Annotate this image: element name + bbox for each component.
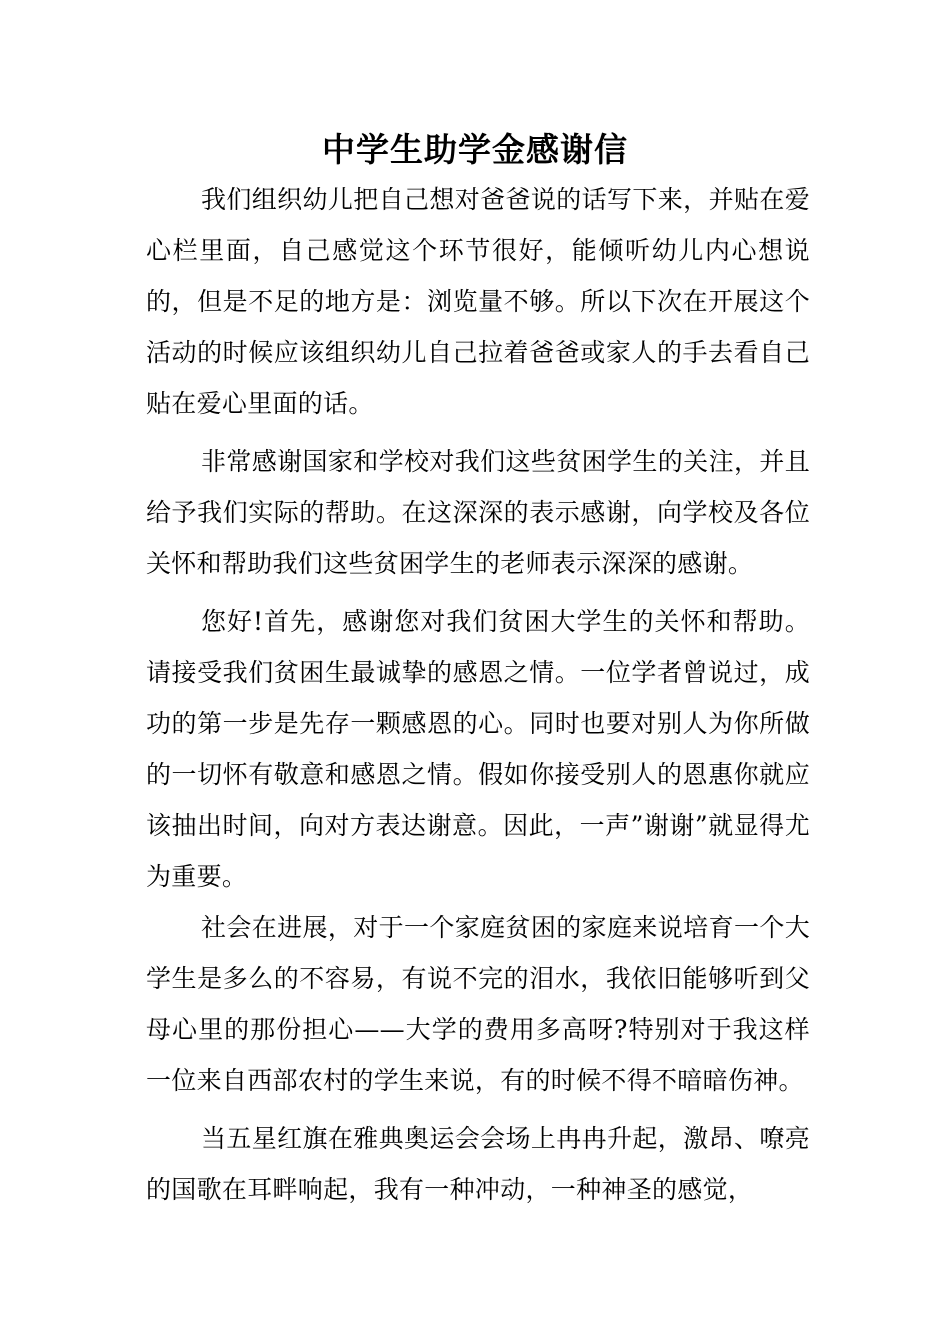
paragraph-1: 我们组织幼儿把自己想对爸爸说的话写下来，并贴在爱心栏里面，自己感觉这个环节很好，能倾听幼儿内心想说的，但是不足的地方是：浏览量不够。所以下次在开展这个活动的时候应该组织幼儿自己拉着爸爸或家人的手去看自己贴在爱心里面的话。: [146, 185, 810, 418]
paragraph-5: 当五星红旗在雅典奥运会会场上冉冉升起，激昂、嘹亮的国歌在耳畔响起，我有一种冲动，一种神圣的感觉，: [146, 1124, 810, 1204]
document-title: 中学生助学金感谢信: [322, 130, 628, 169]
document-body: [146, 174, 810, 1222]
paragraph-2: 非常感谢国家和学校对我们这些贫困学生的关注，并且给予我们实际的帮助。在这深深的表示感谢，向学校及各位关怀和帮助我们这些贫困学生的老师表示深深的感谢。: [146, 447, 810, 578]
paragraph-4: 社会在进展，对于一个家庭贫困的家庭来说培育一个大学生是多么的不容易，有说不完的泪水，我依旧能够听到父母心里的那份担心——大学的费用多高呀?特别对于我这样一位来自西部农村的学生来说，有的时候不得不暗暗伤神。: [146, 913, 810, 1095]
paragraph-3: 您好!首先，感谢您对我们贫困大学生的关怀和帮助。请接受我们贫困生最诚挚的感恩之情。一位学者曾说过，成功的第一步是先存一颗感恩的心。同时也要对别人为你所做的一切怀有敬意和感恩之情。假如你接受别人的恩惠你就应该抽出时间，向对方表达谢意。因此，一声”谢谢”就显得尤为重要。: [146, 607, 810, 891]
